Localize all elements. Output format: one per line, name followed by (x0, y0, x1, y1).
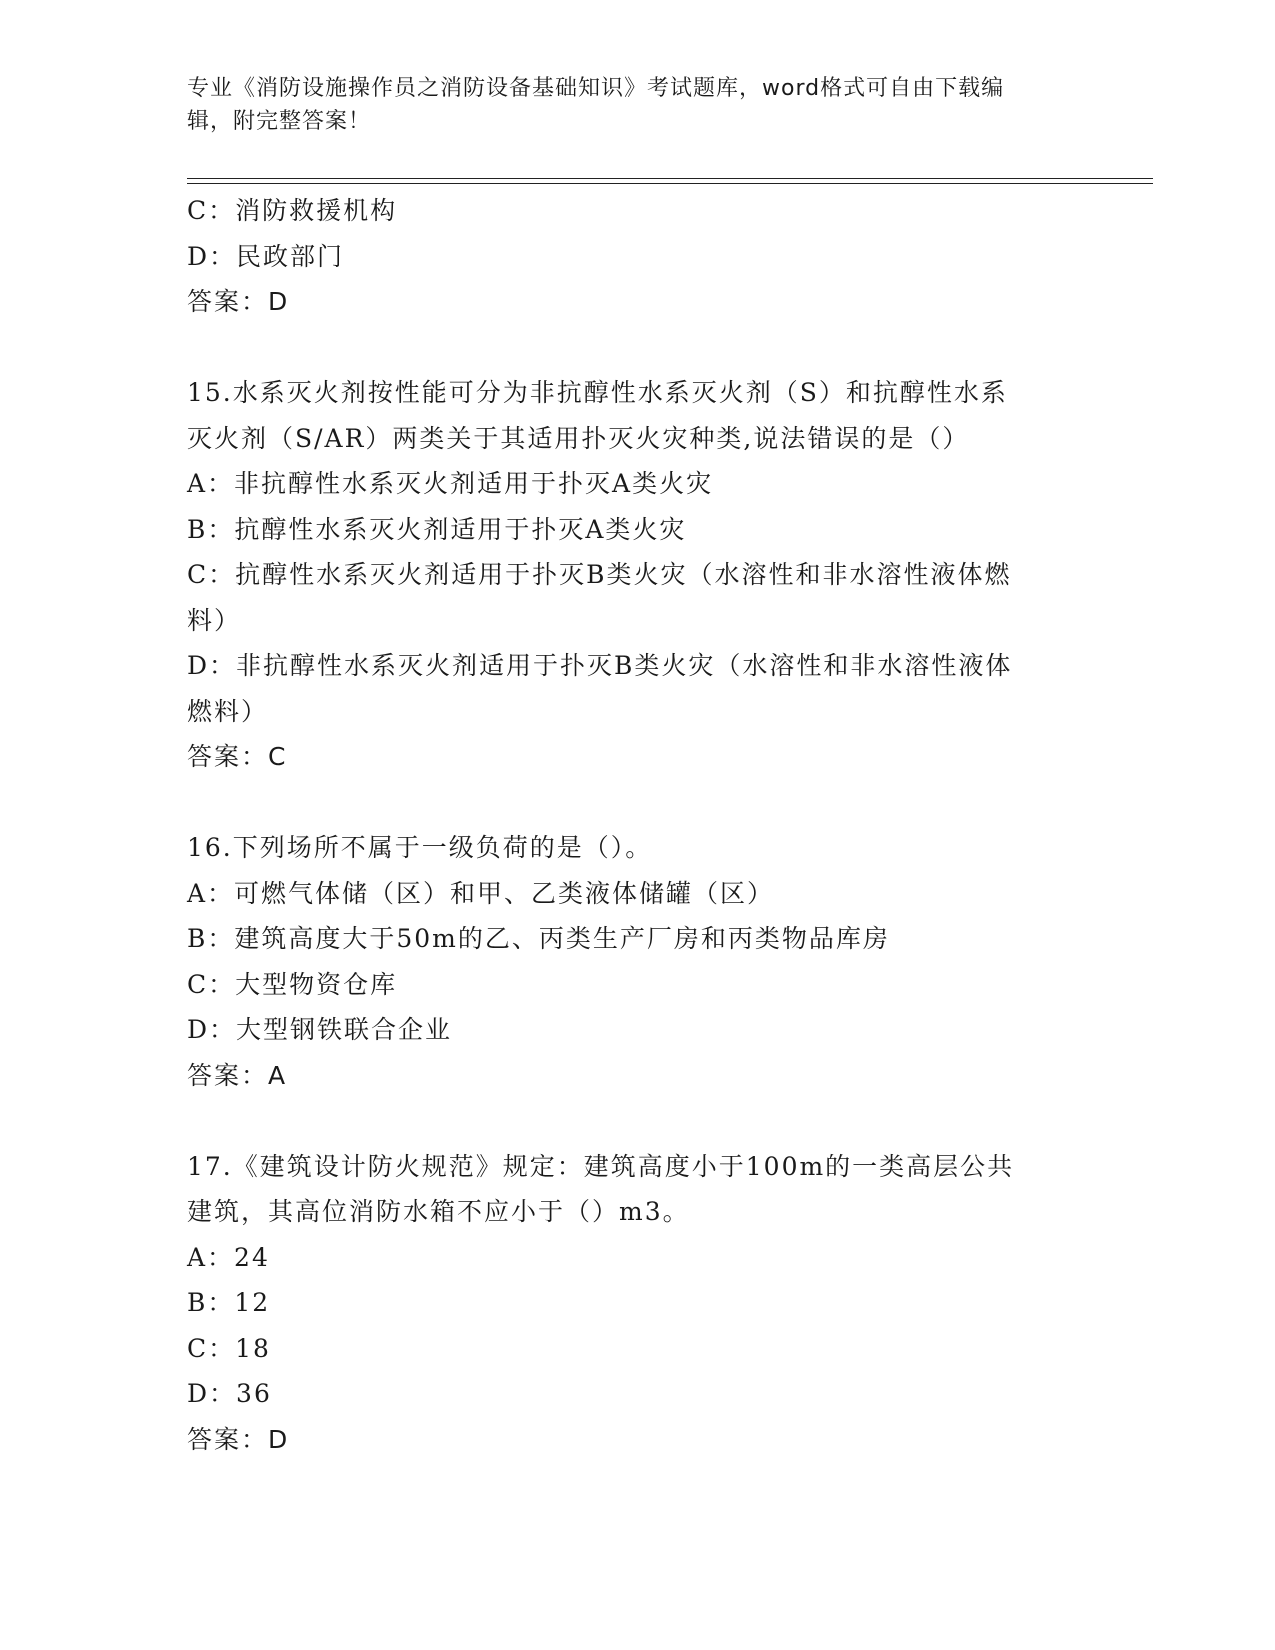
q15-stem-line-1: 15.水系灭火剂按性能可分为非抗醇性水系灭火剂（S）和抗醇性水系 (187, 378, 1008, 407)
q15-option-d-line-1: D：非抗醇性水系灭火剂适用于扑灭B类火灾（水溶性和非水溶性液体 (187, 651, 1013, 680)
question-content (187, 188, 1067, 1462)
q17-option-d: D：36 (187, 1379, 272, 1408)
q15-stem-line-2: 灭火剂（S/AR）两类关于其适用扑灭火灾种类,说法错误的是（） (187, 423, 970, 453)
q15-answer: 答案：C (187, 742, 288, 771)
q14-option-c: C：消防救援机构 (187, 196, 398, 225)
q15-option-b: B：抗醇性水系灭火剂适用于扑灭A类火灾 (187, 514, 687, 544)
q15-option-a: A：非抗醇性水系灭火剂适用于扑灭A类火灾 (187, 469, 714, 498)
q16-option-b: B：建筑高度大于50m的乙、丙类生产厂房和丙类物品库房 (187, 924, 890, 953)
header-rule-top (187, 178, 1153, 179)
q16-answer: 答案：A (187, 1060, 288, 1090)
q17-option-c: C：18 (187, 1333, 271, 1363)
spacer (187, 325, 1067, 371)
q14-answer: 答案：D (187, 287, 290, 316)
q15-option-d-line-2: 燃料） (187, 696, 269, 726)
spacer (187, 1098, 1067, 1144)
q17-answer: 答案：D (187, 1424, 290, 1454)
header-rule-bottom (187, 183, 1153, 184)
q15-option-c-line-1: C：抗醇性水系灭火剂适用于扑灭B类火灾（水溶性和非水溶性液体燃 (187, 560, 1012, 589)
document-header (187, 72, 1067, 138)
q14-option-d: D：民政部门 (187, 241, 345, 271)
q17-option-a: A：24 (187, 1242, 270, 1272)
q17-stem-line-1: 17.《建筑设计防火规范》规定：建筑高度小于100m的一类高层公共 (187, 1151, 1015, 1181)
header-line-1: 专业《消防设施操作员之消防设备基础知识》考试题库，word格式可自由下载编 (187, 76, 1005, 101)
q17-stem-line-2: 建筑，其高位消防水箱不应小于（）m3。 (187, 1197, 690, 1226)
q16-option-a: A：可燃气体储（区）和甲、乙类液体储罐（区） (187, 878, 775, 908)
spacer (187, 780, 1067, 826)
q16-stem: 16.下列场所不属于一级负荷的是（）。 (187, 833, 653, 862)
header-line-2: 辑，附完整答案！ (187, 109, 372, 134)
q15-option-c-line-2: 料） (187, 605, 242, 635)
q16-option-d: D：大型钢铁联合企业 (187, 1015, 453, 1044)
q17-option-b: B：12 (187, 1288, 271, 1317)
q16-option-c: C：大型物资仓库 (187, 969, 398, 999)
